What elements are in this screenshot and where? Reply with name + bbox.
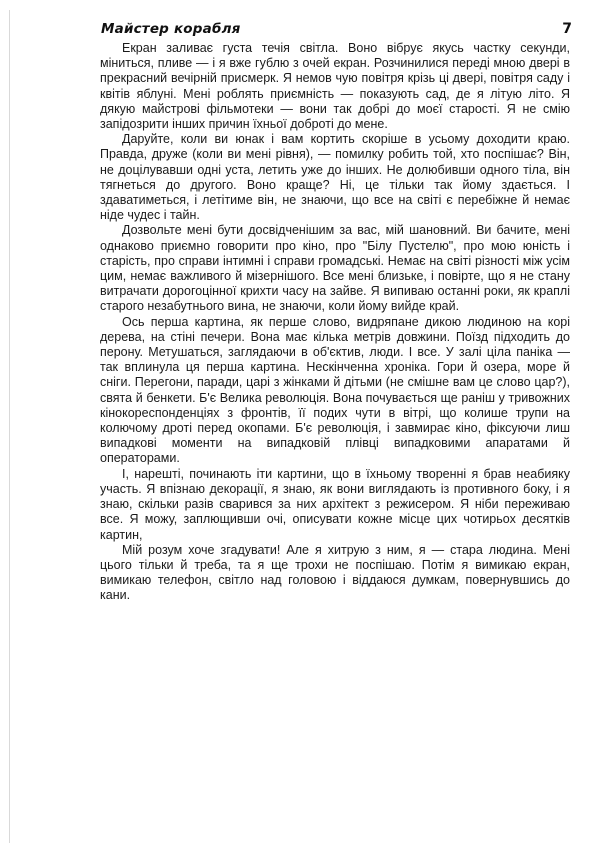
paragraph: Дозвольте мені бути досвідченішим за вас, мій шановний. Ви бачите, мені однаково приємно говорити про кіно, про "Білу Пустелю", про мою юність і старість, про справи інтимні і справи громадські. Немає на світі різності між усім цим, немає важливого й мізернішого. Все мені близьке, і повірте, що я не стану витрачати дорогоцінної крихти часу на зайве. Я випиваю останні роки, як краплі старого незабутнього вина, не знаючи, коли йому вийде край.	[100, 223, 570, 314]
running-title: Майстер корабля	[101, 21, 241, 37]
paragraph: Ось перша картина, як перше слово, видряпане дикою людиною на корі дерева, на стіні печери. Вона має кілька метрів довжини. Поїзд підходить до перону. Метушаться, заглядаючи в об'єктив, люди. І все. У залі ціла паніка — так вплинула ця перша картина. Нескінченна хроніка. Гори й озера, море й сніги. Перегони, паради, царі з жінками й дітьми (не смішне вам це слово цар?), свята й бенкети. Б'є Велика революція. Вона почувається ще раніш у тривожних кінокореспонденціях з фронтів, її подих чути в вітрі, що колише трупи на колючому дроті перед окопами. Б'є революція, і завмирає кіно, фіксуючи лиш випадкові моменти на випадковій плівці випадковими апаратами й операторами.	[100, 314, 570, 466]
paragraph: І, нарешті, починають іти картини, що в їхньому творенні я брав неабияку участь. Я впізнаю декорації, я знаю, як вони виглядають із противного боку, і я знаю, скільки разів сварився за них архітект з режисером. Я ніби переживаю все. Я можу, заплющивши очі, описувати кожне місце цих чотирьох десятків картин,	[100, 466, 570, 542]
page-edge-line	[9, 10, 10, 843]
page-number: 7	[562, 21, 572, 37]
page-header	[101, 17, 572, 37]
paragraph: Мій розум хоче згадувати! Але я хитрую з ним, я — стара людина. Мені цього тільки й треба, та я ще трохи не поспішаю. Потім я вимикаю екран, вимикаю телефон, світло над головою і віддаюся думкам, повернувшись до кани.	[100, 542, 570, 603]
paragraph: Екран заливає густа течія світла. Воно вібрує якусь частку секунди, міниться, пливе — і я вже гублю з очей екран. Розчинилися переді мною двері в прекрасний вечірній присмерк. Я немов чую повітря крізь ці двері, повітря саду і квітів яблуні. Мені роблять приємність — показують сад, де я літую літо. Я дякую майстрові фільмотеки — вони так добрі до моєї старості. Я не смію запідозрити інших причин їхньої доброті до мене.	[100, 41, 570, 132]
paragraph: Даруйте, коли ви юнак і вам кортить скоріше в усьому доходити краю. Правда, друже (коли ви мені рівня), — помилку робить той, хто поспішає? Він, не доцілувавши одні уста, летить уже до інших. Не долюбивши одного тіла, він тягнеться до другого. Воно краще? Ні, це тільки так йому здається. І здаватиметься, і летітиме він, не знаючи, що все на світі є перебіжне й немає ніде чудес і тайн.	[100, 132, 570, 223]
body-text	[100, 41, 570, 604]
